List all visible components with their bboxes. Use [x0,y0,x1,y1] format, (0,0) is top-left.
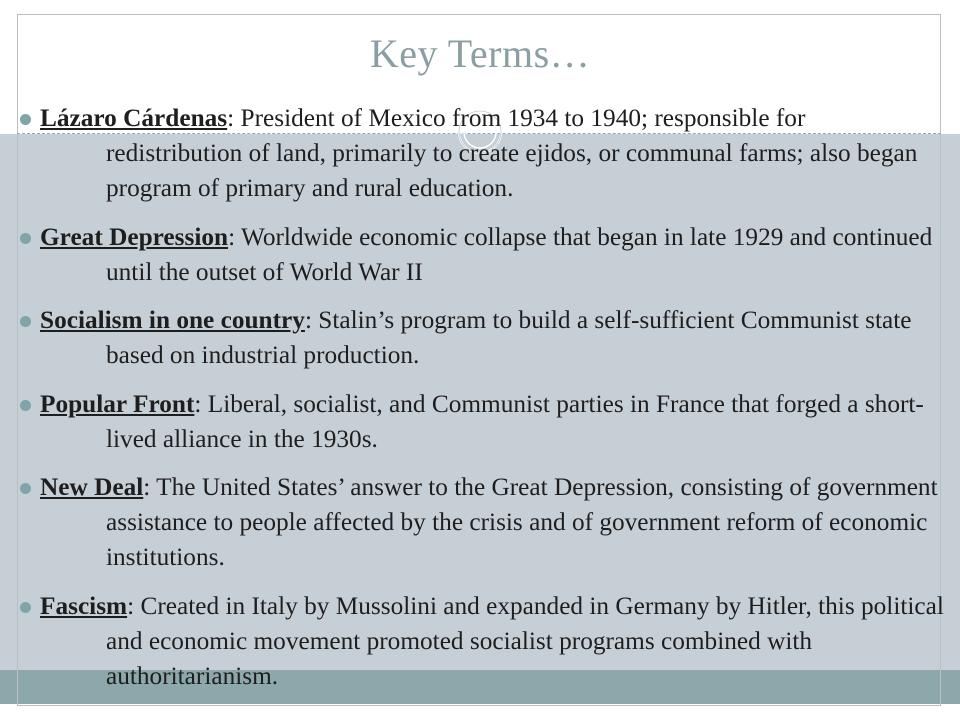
bullet-dot-icon [20,400,31,411]
bullet-dot-icon [20,233,31,244]
term-separator: : [227,104,241,132]
term-definition: Stalin’s program to build a self-sufficient Communist state based on industrial production. [106,306,912,369]
bullet-dot-icon [20,316,31,327]
term-label: Fascism [40,591,128,620]
bullet-dot-icon [20,483,31,494]
term-definition: The United States’ answer to the Great Depression, consisting of government assistance to people affected by the crisis and of government reform of economic institutions. [106,473,938,571]
term-item [20,589,944,694]
term-item [20,470,944,575]
term-label: New Deal [40,473,144,501]
term-separator: : [143,473,157,501]
term-separator: : [194,389,208,418]
term-label: Popular Front [40,389,195,418]
term-definition: Liberal, socialist, and Communist parties in France that forged a short-lived alliance in the 1930s. [106,389,924,453]
term-item [20,220,944,290]
bullet-dot-icon [20,602,31,613]
term-separator: : [127,591,141,620]
term-item [20,387,944,457]
term-separator: : [228,222,241,251]
term-definition: Created in Italy by Mussolini and expanded in Germany by Hitler, this political and economic movement promoted socialist programs combined with authoritarianism. [106,591,944,690]
term-label: Socialism in one country [40,306,305,334]
term-label: Lázaro Cárdenas [40,104,228,132]
bullet-dot-icon [20,114,31,125]
term-separator: : [304,306,319,334]
slide-title: Key Terms… [369,31,591,76]
term-definition: President of Mexico from 1934 to 1940; responsible for redistribution of land, primarily to create ejidos, or communal farms; also began program of primary and rural education. [106,104,918,202]
term-item [20,303,944,373]
term-label: Great Depression [40,222,229,251]
term-item [20,101,944,206]
term-definition: Worldwide economic collapse that began in late 1929 and continued until the outset of World War II [106,222,933,286]
terms-list [20,101,944,707]
